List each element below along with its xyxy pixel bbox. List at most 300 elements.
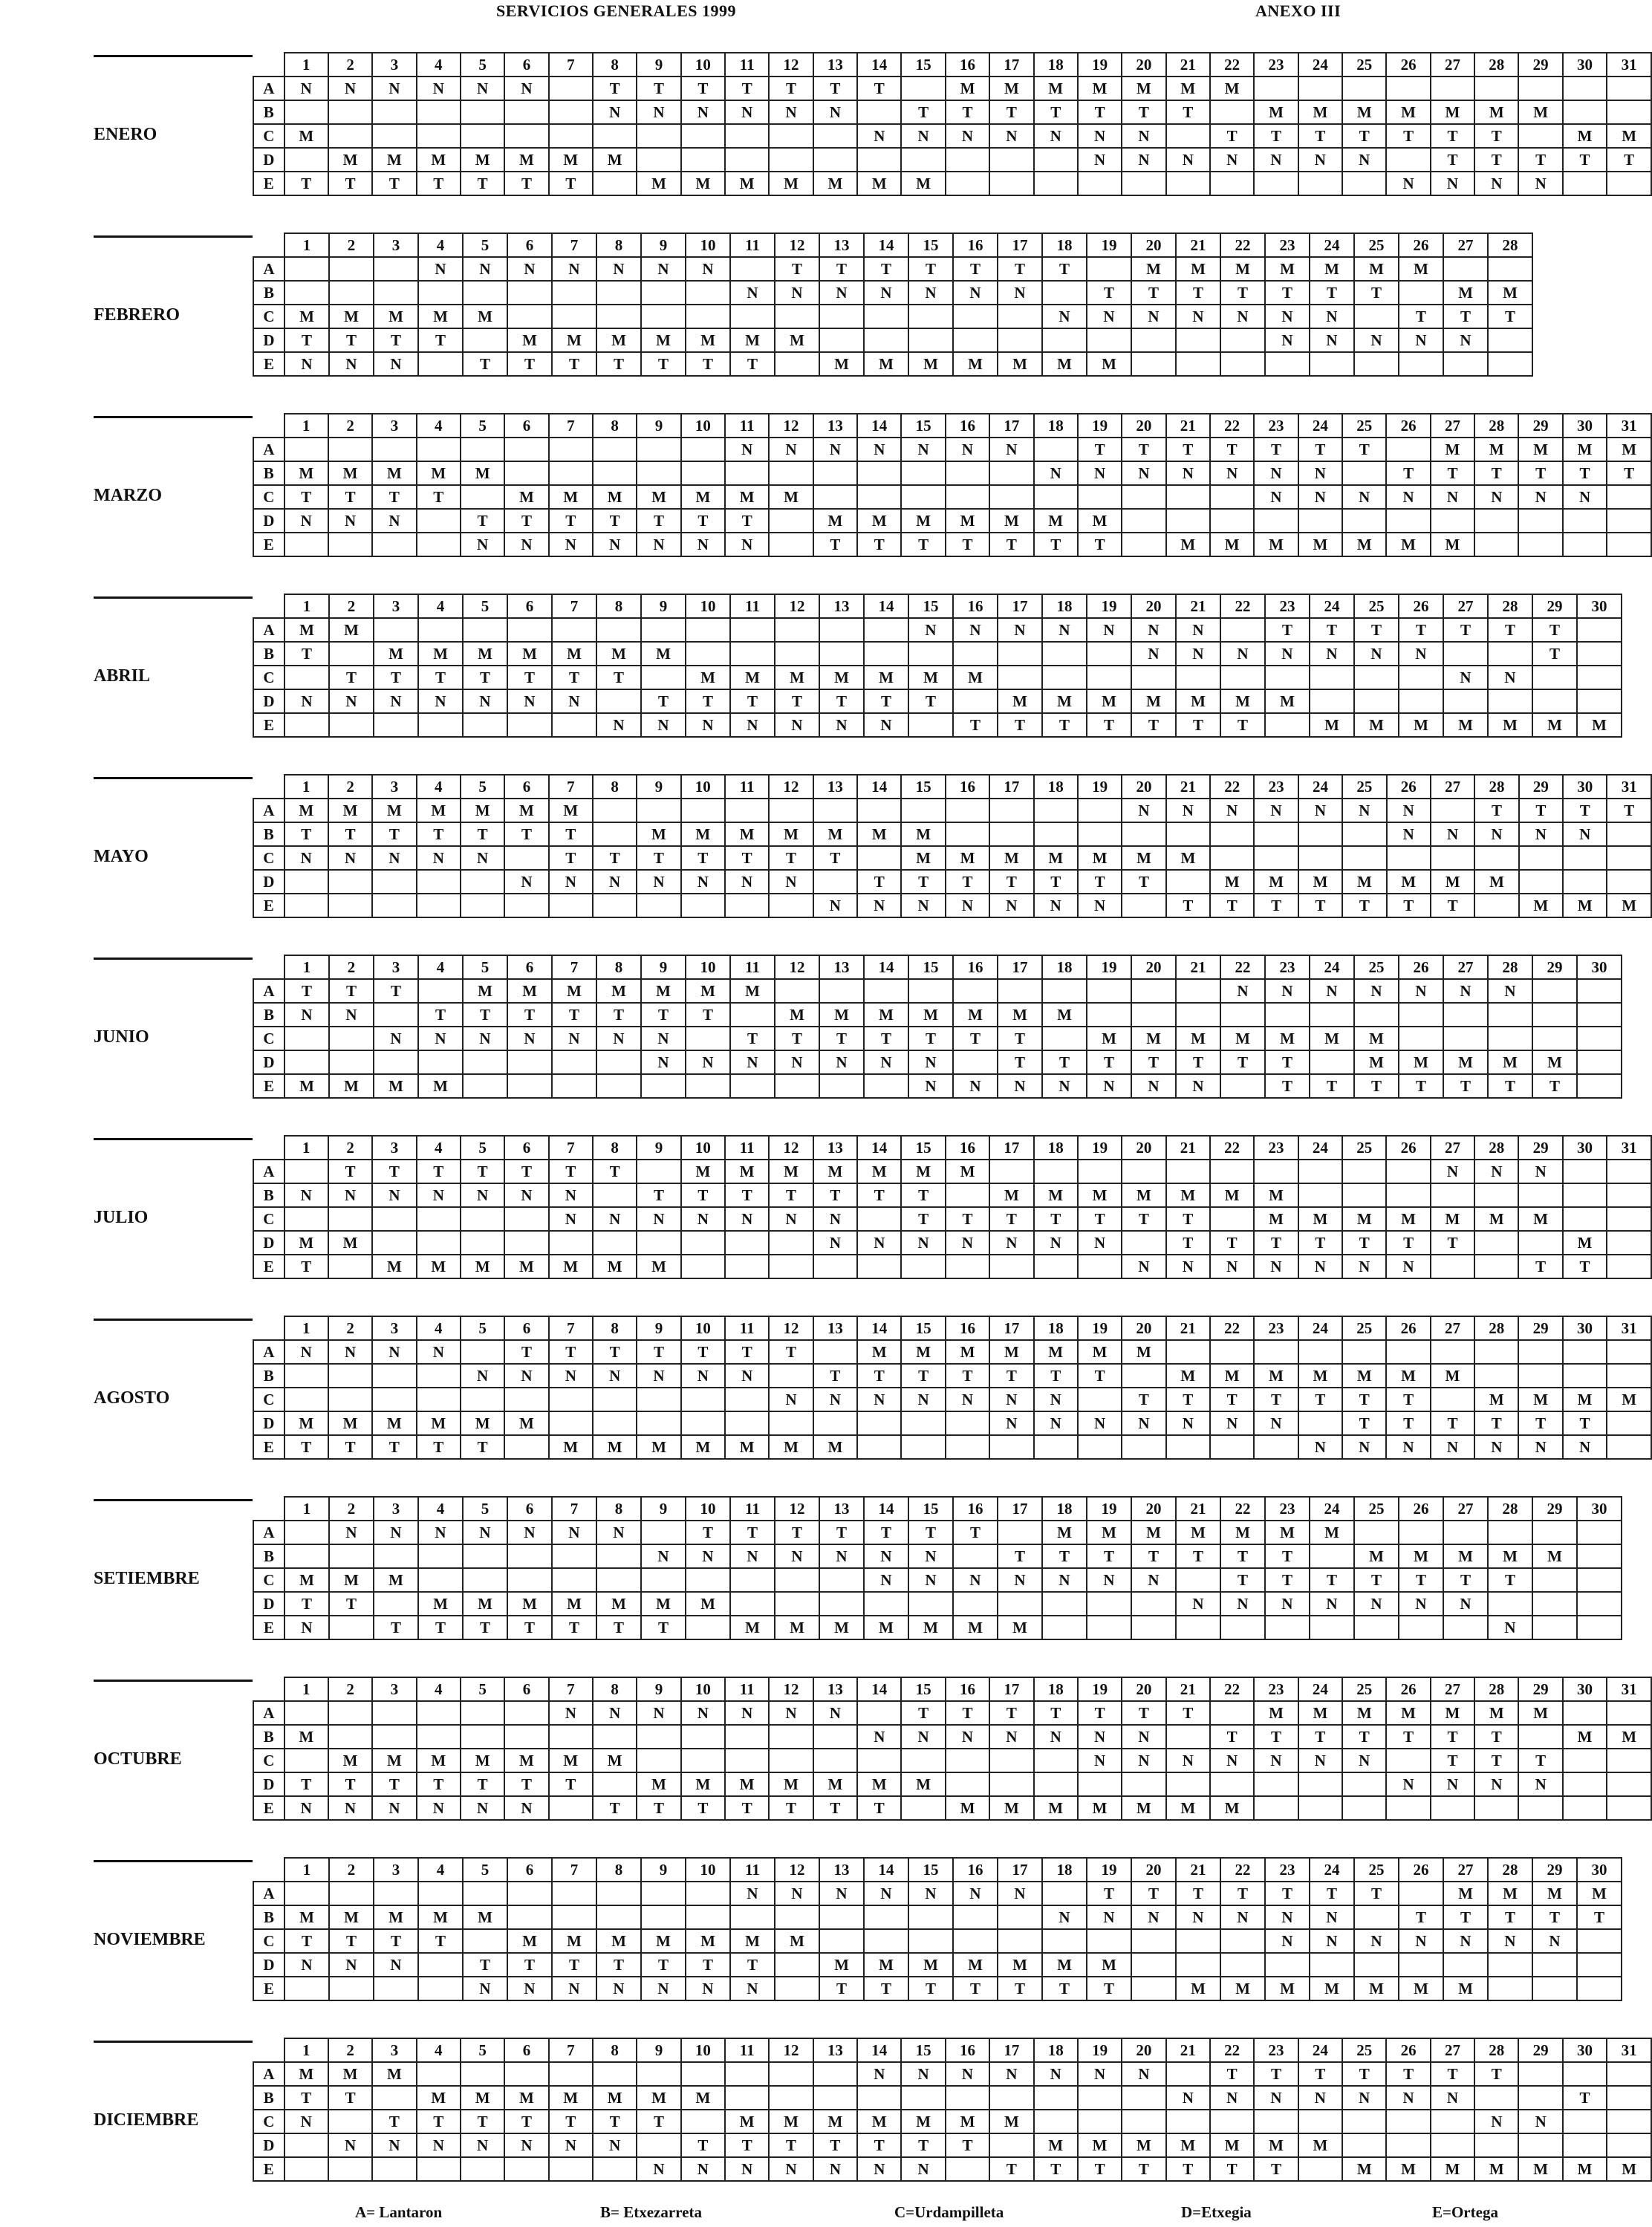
month-name: OCTUBRE: [94, 1749, 182, 1769]
shift-cell: T: [1078, 438, 1122, 461]
day-number: 3: [374, 955, 418, 979]
shift-cell: N: [1034, 894, 1078, 917]
day-number: 24: [1298, 1677, 1342, 1701]
shift-cell: N: [901, 1725, 945, 1749]
shift-cell: [1166, 124, 1210, 148]
shift-cell: T: [1078, 533, 1122, 556]
shift-cell: N: [1354, 1592, 1399, 1616]
day-number: 30: [1577, 1497, 1622, 1521]
shift-cell: [417, 100, 461, 124]
shift-cell: T: [1220, 1882, 1265, 1905]
shift-cell: [1443, 257, 1488, 281]
shift-cell: [1166, 1435, 1210, 1459]
worker-letter: E: [253, 1977, 284, 2000]
shift-cell: M: [901, 846, 945, 870]
month-name: AGOSTO: [94, 1388, 170, 1408]
shift-cell: [857, 485, 901, 509]
shift-cell: [1254, 1772, 1298, 1796]
shift-cell: T: [284, 1435, 328, 1459]
shift-cell: M: [593, 1435, 637, 1459]
shift-cell: N: [1386, 1255, 1430, 1278]
shift-cell: N: [641, 1050, 686, 1074]
shift-cell: M: [1210, 77, 1254, 100]
shift-cell: [730, 1003, 775, 1027]
day-number: 27: [1431, 53, 1474, 77]
shift-cell: [901, 2086, 945, 2110]
shift-cell: N: [1431, 1772, 1474, 1796]
shift-cell: N: [681, 1364, 725, 1388]
shift-cell: N: [1166, 461, 1210, 485]
shift-row-a: [253, 438, 1651, 461]
day-number: 22: [1220, 1858, 1265, 1882]
shift-cell: T: [681, 77, 725, 100]
shift-cell: [641, 1074, 686, 1098]
shift-cell: [998, 666, 1042, 689]
shift-cell: M: [1122, 1796, 1165, 1820]
shift-cell: N: [864, 1544, 908, 1568]
shift-cell: [284, 894, 328, 917]
shift-cell: [946, 799, 989, 822]
shift-cell: T: [725, 1796, 769, 1820]
shift-cell: M: [1386, 1207, 1430, 1231]
shift-cell: [1087, 642, 1131, 666]
shift-cell: [946, 1183, 989, 1207]
shift-row-e: [253, 1255, 1651, 1278]
shift-cell: N: [864, 1568, 908, 1592]
shift-cell: T: [1210, 124, 1254, 148]
shift-cell: [1078, 1435, 1122, 1459]
shift-cell: M: [1087, 1521, 1131, 1544]
worker-letter: C: [253, 1027, 284, 1050]
shift-cell: [1034, 1435, 1078, 1459]
shift-cell: T: [329, 979, 374, 1003]
shift-cell: [1577, 1953, 1622, 1977]
worker-letter: B: [253, 1905, 284, 1929]
day-number: 8: [596, 955, 641, 979]
shift-cell: [775, 305, 819, 328]
worker-letter: D: [253, 1592, 284, 1616]
shift-cell: [1563, 509, 1607, 533]
shift-cell: M: [901, 1160, 945, 1183]
day-number: 2: [328, 1316, 372, 1340]
shift-cell: [596, 1544, 641, 1568]
shift-cell: [637, 1160, 680, 1183]
shift-cell: [681, 894, 725, 917]
shift-cell: T: [1254, 894, 1298, 917]
day-number: 10: [681, 1136, 725, 1160]
day-number: 28: [1488, 1858, 1532, 1882]
shift-cell: N: [1431, 2086, 1474, 2110]
worker-letter: C: [253, 1568, 284, 1592]
day-number: 18: [1034, 1136, 1078, 1160]
shift-cell: [593, 461, 637, 485]
worker-letter: B: [253, 281, 284, 305]
shift-row-c: [253, 666, 1622, 689]
worker-letter: E: [253, 894, 284, 917]
worker-letter: B: [253, 461, 284, 485]
shift-cell: [284, 1050, 329, 1074]
shift-cell: T: [989, 1701, 1033, 1725]
shift-cell: M: [1386, 1364, 1430, 1388]
corner-cell: [253, 1858, 284, 1882]
shift-cell: T: [328, 1772, 372, 1796]
shift-cell: [989, 822, 1033, 846]
day-number: 19: [1078, 1136, 1122, 1160]
day-number: 25: [1342, 53, 1386, 77]
worker-letter: D: [253, 870, 284, 894]
shift-cell: [1166, 509, 1210, 533]
shift-cell: T: [1443, 1568, 1488, 1592]
shift-cell: [1034, 799, 1078, 822]
day-number: 22: [1210, 414, 1254, 438]
shift-cell: [730, 1592, 775, 1616]
corner-cell: [253, 414, 284, 438]
shift-row-a: [253, 1882, 1622, 1905]
legend-item-a: A= Lantaron: [355, 2203, 443, 2221]
worker-letter: A: [253, 1882, 284, 1905]
shift-cell: [725, 124, 769, 148]
day-number: 12: [775, 594, 819, 618]
shift-cell: N: [552, 1521, 596, 1544]
shift-cell: N: [725, 1364, 769, 1388]
shift-cell: N: [725, 438, 769, 461]
worker-letter: A: [253, 257, 284, 281]
shift-cell: [284, 1521, 329, 1544]
day-header-row: [253, 53, 1651, 77]
shift-cell: [1042, 328, 1087, 352]
shift-cell: N: [372, 77, 416, 100]
legend-item-e: E=Ortega: [1432, 2203, 1498, 2221]
shift-cell: [1563, 2133, 1607, 2157]
shift-cell: [1220, 352, 1265, 376]
day-number: 28: [1474, 2038, 1518, 2062]
shift-cell: T: [461, 1772, 504, 1796]
worker-letter: E: [253, 1435, 284, 1459]
shift-cell: T: [1176, 713, 1220, 737]
shift-cell: N: [372, 1183, 416, 1207]
shift-cell: T: [418, 666, 463, 689]
shift-cell: N: [1176, 305, 1220, 328]
shift-cell: N: [1265, 1929, 1310, 1953]
shift-row-d: [253, 1411, 1651, 1435]
shift-row-e: [253, 1074, 1622, 1098]
shift-cell: T: [989, 533, 1033, 556]
shift-cell: [1577, 1003, 1622, 1027]
shift-table: [253, 2038, 1652, 2182]
annex-label: ANEXO III: [1255, 1, 1342, 20]
month-name: FEBRERO: [94, 305, 181, 325]
shift-cell: T: [686, 689, 730, 713]
shift-cell: [1210, 1160, 1254, 1183]
day-number: 23: [1265, 955, 1310, 979]
shift-cell: M: [1519, 894, 1563, 917]
day-number: 26: [1399, 1497, 1443, 1521]
shift-cell: [1386, 438, 1430, 461]
day-number: 17: [989, 2038, 1033, 2062]
day-number: 19: [1087, 233, 1131, 257]
shift-cell: N: [1518, 485, 1562, 509]
shift-row-e: [253, 172, 1651, 195]
shift-cell: [417, 870, 461, 894]
shift-row-d: [253, 870, 1651, 894]
shift-cell: [1607, 2086, 1651, 2110]
shift-cell: [1342, 846, 1386, 870]
shift-cell: M: [1042, 689, 1087, 713]
corner-cell: [253, 1316, 284, 1340]
shift-cell: [549, 1796, 593, 1820]
day-number: 23: [1254, 414, 1298, 438]
shift-cell: M: [946, 77, 989, 100]
shift-cell: [1210, 485, 1254, 509]
shift-cell: [641, 1905, 686, 1929]
shift-cell: [418, 1568, 463, 1592]
shift-cell: N: [813, 1207, 857, 1231]
shift-cell: N: [1078, 1411, 1122, 1435]
shift-cell: T: [813, 1364, 857, 1388]
shift-cell: [1131, 328, 1176, 352]
day-number: 17: [989, 414, 1033, 438]
worker-letter: A: [253, 979, 284, 1003]
shift-cell: N: [549, 533, 593, 556]
day-number: 7: [552, 1497, 596, 1521]
shift-cell: T: [1265, 1882, 1310, 1905]
shift-cell: T: [1254, 438, 1298, 461]
shift-cell: T: [1399, 1074, 1443, 1098]
shift-cell: T: [1042, 713, 1087, 737]
shift-cell: N: [596, 713, 641, 737]
shift-cell: M: [1563, 2157, 1607, 2181]
shift-cell: M: [1607, 124, 1651, 148]
shift-cell: T: [418, 1929, 463, 1953]
shift-cell: [1042, 1616, 1087, 1639]
shift-cell: N: [1166, 1411, 1210, 1435]
day-number: 14: [864, 1497, 908, 1521]
shift-cell: [637, 1411, 680, 1435]
shift-cell: M: [775, 328, 819, 352]
shift-cell: T: [908, 257, 953, 281]
shift-cell: [1532, 1003, 1577, 1027]
shift-cell: T: [1488, 1905, 1532, 1929]
shift-cell: [1563, 100, 1607, 124]
shift-cell: [681, 1255, 725, 1278]
shift-cell: M: [328, 1749, 372, 1772]
shift-cell: N: [1122, 124, 1165, 148]
day-number: 6: [507, 1497, 552, 1521]
shift-cell: [953, 1929, 998, 1953]
day-number: 9: [637, 775, 680, 799]
shift-cell: [1607, 1364, 1651, 1388]
shift-cell: [813, 485, 857, 509]
month-divider: [94, 1319, 253, 1321]
shift-cell: [507, 1050, 552, 1074]
shift-cell: T: [552, 666, 596, 689]
legend-item-d: D=Etxegia: [1181, 2203, 1252, 2221]
shift-cell: M: [1386, 533, 1430, 556]
shift-row-b: [253, 822, 1651, 846]
shift-cell: N: [857, 124, 901, 148]
shift-cell: [504, 1725, 548, 1749]
shift-cell: T: [1532, 642, 1577, 666]
shift-cell: N: [504, 1796, 548, 1820]
shift-cell: M: [730, 1616, 775, 1639]
shift-cell: T: [1474, 1411, 1518, 1435]
shift-cell: M: [417, 1749, 461, 1772]
day-number: 15: [901, 1136, 945, 1160]
shift-cell: T: [372, 1160, 416, 1183]
shift-cell: N: [1220, 1905, 1265, 1929]
shift-cell: [1431, 2110, 1474, 2133]
shift-cell: N: [730, 1544, 775, 1568]
shift-cell: N: [1042, 618, 1087, 642]
shift-cell: T: [637, 1183, 680, 1207]
shift-cell: [549, 77, 593, 100]
shift-cell: T: [730, 1027, 775, 1050]
day-number: 10: [681, 53, 725, 77]
day-number: 7: [552, 594, 596, 618]
shift-cell: M: [681, 172, 725, 195]
shift-cell: T: [1034, 100, 1078, 124]
shift-cell: [593, 1231, 637, 1255]
day-number: 19: [1087, 1497, 1131, 1521]
day-number: 2: [329, 594, 374, 618]
shift-cell: M: [461, 461, 504, 485]
shift-cell: [284, 1977, 329, 2000]
shift-cell: [908, 979, 953, 1003]
shift-cell: [593, 2157, 637, 2181]
shift-cell: N: [593, 100, 637, 124]
shift-cell: [1488, 1521, 1532, 1544]
shift-cell: [1342, 77, 1386, 100]
shift-cell: N: [1342, 1255, 1386, 1278]
shift-row-c: [253, 485, 1651, 509]
shift-cell: [681, 1231, 725, 1255]
shift-cell: [1298, 1796, 1342, 1820]
shift-cell: [1265, 666, 1310, 689]
shift-cell: [1488, 1977, 1532, 2000]
shift-cell: [1254, 1796, 1298, 1820]
shift-cell: T: [1399, 618, 1443, 642]
shift-table: [253, 1135, 1652, 1279]
shift-cell: [686, 618, 730, 642]
shift-cell: [686, 642, 730, 666]
shift-cell: [1607, 533, 1651, 556]
shift-cell: [1431, 846, 1474, 870]
shift-cell: N: [417, 846, 461, 870]
shift-cell: M: [1210, 533, 1254, 556]
day-number: 9: [641, 955, 686, 979]
day-number: 22: [1210, 775, 1254, 799]
shift-cell: T: [1443, 1905, 1488, 1929]
shift-cell: [775, 1977, 819, 2000]
shift-cell: [1298, 509, 1342, 533]
shift-cell: [819, 328, 864, 352]
shift-cell: [813, 148, 857, 172]
shift-cell: [1474, 77, 1518, 100]
shift-cell: N: [417, 2133, 461, 2157]
shift-cell: [1399, 352, 1443, 376]
shift-cell: N: [507, 1521, 552, 1544]
shift-cell: [1519, 870, 1563, 894]
shift-cell: [284, 1388, 328, 1411]
shift-cell: [461, 870, 504, 894]
day-number: 6: [504, 414, 548, 438]
shift-cell: N: [901, 1388, 945, 1411]
shift-cell: [1431, 1796, 1474, 1820]
shift-cell: [989, 1255, 1033, 1278]
shift-cell: M: [1518, 1388, 1562, 1411]
shift-cell: N: [1210, 1255, 1254, 1278]
day-number: 14: [864, 594, 908, 618]
shift-cell: N: [1386, 2086, 1430, 2110]
day-number: 26: [1399, 233, 1443, 257]
shift-row-e: [253, 1796, 1651, 1820]
day-number: 7: [552, 1858, 596, 1882]
shift-cell: [908, 305, 953, 328]
shift-cell: T: [374, 1616, 418, 1639]
day-number: 14: [857, 775, 901, 799]
shift-cell: [1563, 1160, 1607, 1183]
shift-cell: [374, 1544, 418, 1568]
shift-cell: N: [1563, 485, 1607, 509]
shift-cell: T: [461, 1160, 504, 1183]
shift-cell: [1474, 1255, 1518, 1278]
shift-cell: N: [504, 77, 548, 100]
shift-cell: M: [1087, 689, 1131, 713]
shift-cell: M: [686, 666, 730, 689]
shift-cell: [730, 305, 775, 328]
shift-cell: M: [908, 352, 953, 376]
shift-cell: T: [681, 1340, 725, 1364]
day-number: 16: [953, 594, 998, 618]
shift-cell: [1607, 1207, 1651, 1231]
shift-cell: N: [901, 2062, 945, 2086]
shift-cell: M: [504, 1749, 548, 1772]
shift-cell: [998, 305, 1042, 328]
day-number: 12: [775, 233, 819, 257]
shift-cell: [641, 618, 686, 642]
shift-cell: M: [641, 642, 686, 666]
shift-cell: M: [1131, 1521, 1176, 1544]
shift-cell: N: [1254, 799, 1298, 822]
shift-cell: M: [769, 1435, 813, 1459]
shift-cell: M: [1342, 1701, 1386, 1725]
shift-cell: [1131, 1003, 1176, 1027]
shift-cell: N: [328, 77, 372, 100]
shift-cell: M: [1399, 1050, 1443, 1074]
shift-cell: T: [725, 1183, 769, 1207]
shift-cell: [593, 124, 637, 148]
shift-cell: [417, 509, 461, 533]
shift-cell: [637, 1725, 680, 1749]
shift-cell: T: [1342, 894, 1386, 917]
shift-cell: [1354, 1953, 1399, 1977]
shift-table: [253, 1677, 1652, 1821]
shift-cell: [953, 642, 998, 666]
shift-cell: T: [641, 689, 686, 713]
shift-cell: T: [1563, 1411, 1607, 1435]
shift-cell: [1122, 894, 1165, 917]
shift-cell: M: [504, 148, 548, 172]
shift-cell: T: [284, 979, 329, 1003]
shift-cell: T: [1166, 1701, 1210, 1725]
month-name: MARZO: [94, 486, 162, 505]
shift-cell: T: [1034, 1207, 1078, 1231]
shift-cell: [549, 2062, 593, 2086]
shift-cell: [1399, 1003, 1443, 1027]
shift-cell: [1443, 1953, 1488, 1977]
worker-letter: A: [253, 1160, 284, 1183]
shift-cell: T: [374, 1929, 418, 1953]
